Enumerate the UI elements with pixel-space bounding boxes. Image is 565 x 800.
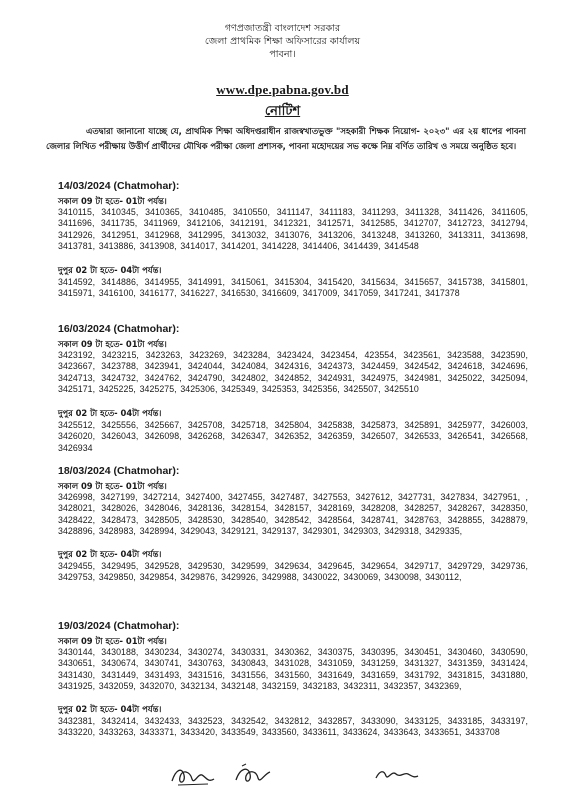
morning-session-label: সকাল 09 টা হতে- 01টা পর্যন্ত। xyxy=(58,481,167,491)
schedule-date: 19/03/2024 (Chatmohar): xyxy=(58,620,180,632)
afternoon-session-label: দুপুর 02 টা হতে- 04টা পর্যন্ত। xyxy=(58,704,162,714)
notice-title: নোটিশ xyxy=(264,104,301,119)
signature-1 xyxy=(168,763,220,789)
website-link[interactable]: www.dpe.pabna.gov.bd xyxy=(216,82,349,97)
morning-session-label: সকাল 09 টা হতে- 01টা পর্যন্ত। xyxy=(58,196,167,206)
notice-intro: এতদ্বারা জানানো যাচ্ছে যে, প্রাথমিক শিক্ষা অধিদপ্তরাধীন রাজস্বখাতভুক্ত "সহকারী শিক্ষক নিয়োগ- ২০২৩" এর ২য় ধাপের পাবনা জেলার লিখিত পরীক্ষায় উত্তীর্ণ প্রার্থীদের মৌখিক পরীক্ষা জেলা প্রশাসক, পাবনা মহোদয়ের সভ কক্ষে নিম্ন বর্ণিত তারিখ ও সময়ে অনুষ্ঠিত হবে। xyxy=(46,126,526,151)
afternoon-session-label: দুপুর 02 টা হতে- 04টা পর্যন্ত। xyxy=(58,265,162,275)
afternoon-roll-list: 3414592, 3414886, 3414955, 3414991, 3415061, 3415304, 3415420, 3415634, 3415657, 3415738, 3415801, 3415971, 3416100, 3416177, 3416227, 3416530, 3416609, 3417009, 3417059, 3417241, 3417378 xyxy=(58,277,528,299)
office-name: জেলা প্রাথমিক শিক্ষা অফিসারের কার্যালয় xyxy=(204,36,361,47)
afternoon-roll-list: 3425512, 3425556, 3425667, 3425708, 3425718, 3425804, 3425838, 3425873, 3425891, 3425977, 3426003, 3426020, 3426043, 3426098, 3426268, 3426347, 3426352, 3426359, 3426507, 3426533, 3426541, 3426568, 3426934 xyxy=(58,420,528,453)
afternoon-session-label: দুপুর 02 টা হতে- 04টা পর্যন্ত। xyxy=(58,549,162,559)
signature-2 xyxy=(230,760,274,790)
afternoon-roll-list: 3429455, 3429495, 3429528, 3429530, 3429599, 3429634, 3429645, 3429654, 3429717, 3429729, 3429736, 3429753, 3429850, 3429854, 3429876, 3429926, 3429988, 3430022, 3430069, 3430098, 3430112, xyxy=(58,561,528,583)
schedule-date: 18/03/2024 (Chatmohar): xyxy=(58,465,180,477)
signature-3 xyxy=(372,764,422,784)
schedule-date: 14/03/2024 (Chatmohar): xyxy=(58,180,180,192)
morning-roll-list: 3430144, 3430188, 3430234, 3430274, 3430331, 3430362, 3430375, 3430395, 3430451, 3430460, 3430590, 3430651, 3430674, 3430741, 3430763, 3430843, 3431028, 3431059, 3431259, 3431327, 3431359, 3431424, 3431430, 3431449, 3431493, 3431516, 3431556, 3431560, 3431649, 3431659, 3431792, 3431815, 3431880, 3431925, 3432059, 3432070, 3432134, 3432148, 3432159, 3432183, 3432311, 3432357, 3432369, xyxy=(58,647,528,691)
office-location: পাবনা। xyxy=(269,49,296,60)
schedule-date: 16/03/2024 (Chatmohar): xyxy=(58,323,180,335)
morning-session-label: সকাল 09 টা হতে- 01টা পর্যন্ত। xyxy=(58,636,167,646)
afternoon-session-label: দুপুর 02 টা হতে- 04টা পর্যন্ত। xyxy=(58,408,162,418)
afternoon-roll-list: 3432381, 3432414, 3432433, 3432523, 3432542, 3432812, 3432857, 3433090, 3433125, 3433185, 3433197, 3433220, 3433263, 3433371, 3433420, 3433549, 3433560, 3433611, 3433624, 3433643, 3433651, 3433708 xyxy=(58,716,528,738)
morning-session-label: সকাল 09 টা হতে- 01টা পর্যন্ত। xyxy=(58,339,167,349)
morning-roll-list: 3426998, 3427199, 3427214, 3427400, 3427455, 3427487, 3427553, 3427612, 3427731, 3427834, 3427951, , 3428021, 3428026, 3428046, 3428136, 3428154, 3428157, 3428169, 3428208, 3428257, 3428267, 3428350, 3428422, 3428473, 3428505, 3428530, 3428540, 3428542, 3428564, 3428741, 3428763, 3428855, 3428879, 3428896, 3428983, 3428994, 3429043, 3429121, 3429137, 3429301, 3429303, 3429318, 3429335, xyxy=(58,492,528,536)
morning-roll-list: 3423192, 3423215, 3423263, 3423269, 3423284, 3423424, 3423454, 423554, 3423561, 3423588, 3423590, 3423667, 3423788, 3423941, 3424044, 3424084, 3424316, 3424373, 3424459, 3424542, 3424618, 3424696, 3424713, 3424732, 3424762, 3424790, 3424802, 3424852, 3424931, 3424975, 3424981, 3425022, 3425094, 3425171, 3425225, 3425275, 3425306, 3425349, 3425353, 3425356, 3425507, 3425510 xyxy=(58,350,528,394)
gov-name: গণপ্রজাতন্ত্রী বাংলাদেশ সরকার xyxy=(224,23,341,34)
letterhead xyxy=(0,22,565,61)
morning-roll-list: 3410115, 3410345, 3410365, 3410485, 3410550, 3411147, 3411183, 3411293, 3411328, 3411426, 3411605, 3411696, 3411735, 3411969, 3412106, 3412191, 3412321, 3412571, 3412585, 3412707, 3412723, 3412794, 3412926, 3412951, 3412968, 3412995, 3413032, 3413076, 3413206, 3413248, 3413260, 3413311, 3413698, 3413781, 3413886, 3413908, 3414017, 3414201, 3414228, 3414406, 3414439, 3414548 xyxy=(58,207,528,251)
